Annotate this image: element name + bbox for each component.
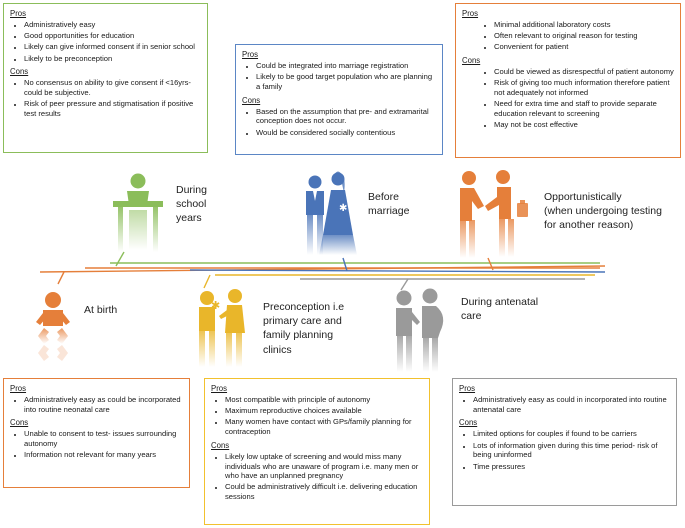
- list-item: • No consensus on ability to give consent if <16yrs- could be subjective.: [24, 78, 201, 97]
- list-item: • Risk of peer pressure and stigmatisation if positive test results: [24, 99, 201, 118]
- list-item: • Likely to be good target population who are planning a family: [256, 72, 436, 91]
- list-item: • Unable to consent to test- issues surrounding autonomy: [24, 429, 183, 448]
- pregnant-couple-icon: [396, 289, 443, 373]
- baby-icon: [36, 292, 70, 361]
- list-item: • Could be administratively difficult i.e. delivering education sessions: [225, 482, 423, 501]
- pros-heading: Pros: [10, 384, 27, 393]
- list-item: • Administratively easy: [24, 20, 201, 30]
- connector-birth: [58, 272, 64, 284]
- list-item: • Need for extra time and staff to provide separate education relevant to screening: [494, 99, 674, 118]
- list-item: • Likely to be preconception: [24, 54, 201, 64]
- label-preconception: Preconception i.e primary care and family planning clinics: [263, 301, 345, 356]
- connector-antenatal: [401, 279, 408, 290]
- list-item: • Often relevant to original reason for testing: [494, 31, 674, 41]
- list-item: • Would be considered socially contentious: [256, 128, 436, 138]
- list-item: • Administratively easy as could be incorporated into routine neonatal care: [24, 395, 183, 414]
- svg-text:✱: ✱: [339, 203, 348, 214]
- list-item: • Good opportunities for education: [24, 31, 201, 41]
- list-item: • Could be viewed as disrespectful of patient autonomy: [494, 67, 674, 77]
- list-item: • Administratively easy as could in incorporated into routine antenatal care: [473, 395, 670, 414]
- handshake-people-icon: [460, 170, 528, 258]
- cons-heading: Cons: [459, 418, 478, 428]
- list-item: • Maximum reproductive choices available: [225, 406, 423, 416]
- list-item: • Likely can give informed consent if in senior school: [24, 42, 201, 52]
- label-school-years: During school years: [176, 184, 207, 225]
- pros-heading: Pros: [242, 50, 259, 59]
- list-item: • Could be integrated into marriage registration: [256, 61, 436, 71]
- list-item: • Many women have contact with GPs/family planning for contraception: [225, 417, 423, 436]
- cons-heading: Cons: [10, 418, 29, 428]
- pros-heading: Pros: [10, 9, 27, 18]
- list-item: • Likely low uptake of screening and would miss many individuals who are unaware of program i.e. many men or who have an unplanned pregnancy: [225, 452, 423, 481]
- cons-heading: Cons: [242, 95, 261, 105]
- list-item: • Information not relevant for many years: [24, 450, 183, 460]
- connector-preconception: [204, 275, 210, 288]
- timeline-line-blue: [190, 270, 605, 272]
- couple-consultation-icon: [199, 289, 245, 367]
- pros-heading: Pros: [211, 384, 228, 393]
- cons-heading: Cons: [10, 67, 29, 77]
- label-before-marriage: Before marriage: [368, 191, 410, 218]
- list-item: • Risk of giving too much information therefore patient not adequately not informed: [494, 78, 674, 97]
- label-opportunistically: Opportunistically (when undergoing testing for another reason): [544, 191, 662, 232]
- label-at-birth: At birth: [84, 304, 118, 316]
- list-item: • Minimal additional laboratory costs: [494, 20, 674, 30]
- connector-school: [116, 252, 124, 266]
- list-item: • Lots of information given during this time period- risk of being uninformed: [473, 441, 670, 460]
- list-item: • Most compatible with principle of autonomy: [225, 395, 423, 405]
- list-item: • Time pressures: [473, 462, 670, 472]
- student-at-desk-icon: [113, 174, 163, 253]
- list-item: • May not be cost effective: [494, 120, 674, 130]
- list-item: • Based on the assumption that pre- and extramarital conception does not occur.: [256, 107, 436, 126]
- list-item: • Convenient for patient: [494, 42, 674, 52]
- cons-heading: Cons: [211, 440, 230, 450]
- list-item: • Limited options for couples if found to be carriers: [473, 429, 670, 439]
- timeline-lines: [40, 252, 605, 290]
- pros-heading: Pros: [459, 384, 476, 393]
- label-during-antenatal-care: During antenatal care: [461, 296, 539, 323]
- cons-heading: Cons: [462, 56, 481, 66]
- wedding-couple-icon: [306, 172, 357, 256]
- pros-heading: Pros: [462, 9, 479, 18]
- svg-text:✱: ✱: [211, 299, 221, 312]
